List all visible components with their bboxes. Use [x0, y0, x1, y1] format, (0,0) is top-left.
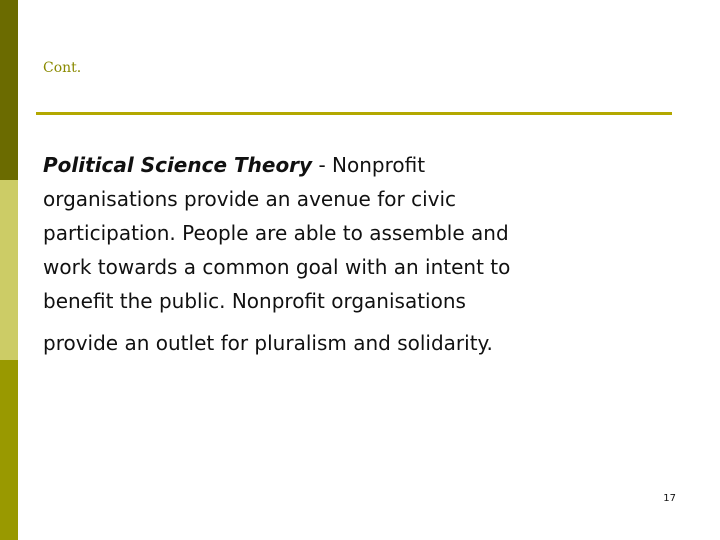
body-line-6: provide an outlet for pluralism and solidarity.	[43, 331, 493, 355]
sidebar-segment-top	[0, 0, 18, 180]
sidebar-segment-bottom	[0, 360, 18, 540]
body-line-2: organisations provide an avenue for civic	[43, 187, 457, 211]
title-divider	[36, 112, 672, 115]
slide-body	[43, 148, 643, 360]
body-line-5: benefit the public. Nonprofit organisations	[43, 289, 466, 313]
body-line-1	[43, 148, 643, 182]
body-line-3: participation. People are able to assemble and	[43, 221, 509, 245]
sidebar-segment-middle	[0, 180, 18, 360]
body-line-4: work towards a common goal with an intent to	[43, 255, 511, 279]
slide-title: Cont.	[43, 60, 82, 76]
heading-emphasis: Political Science Theory	[43, 153, 313, 177]
sidebar-decoration	[0, 0, 18, 540]
page-number: 17	[663, 493, 676, 504]
body-line-1-rest: - Nonprofit	[312, 153, 426, 177]
